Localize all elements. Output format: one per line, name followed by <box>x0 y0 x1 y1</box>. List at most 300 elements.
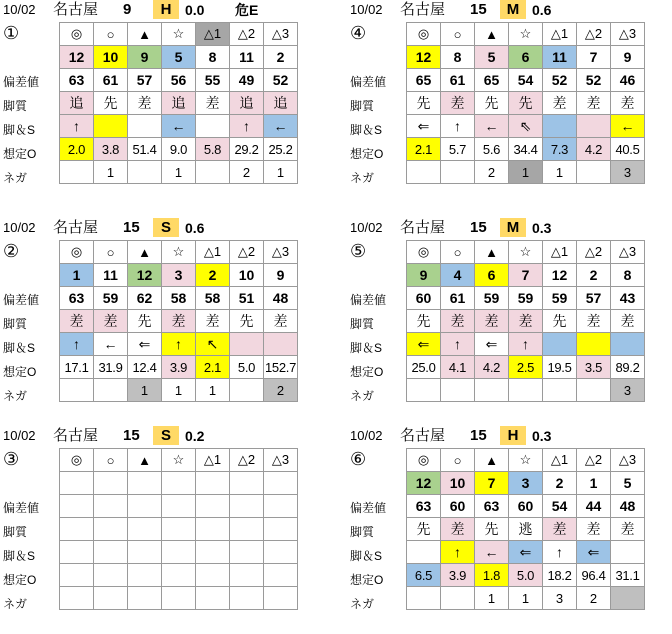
deviation-cell: 51 <box>230 287 264 310</box>
row-label <box>350 264 406 288</box>
expected-odds-cell: 5.0 <box>509 564 543 587</box>
horse-number-cell: 12 <box>128 264 162 287</box>
track-condition-badge: S <box>153 218 179 237</box>
running-style-cell: 差 <box>162 310 196 333</box>
grid-row <box>407 587 645 610</box>
expected-odds-cell: 31.1 <box>611 564 645 587</box>
row-label: 想定O <box>3 573 37 587</box>
deviation-cell: 52 <box>577 69 611 92</box>
mark-cell: ☆ <box>509 23 543 46</box>
deviation-cell: 59 <box>475 287 509 310</box>
running-style-cell: 先 <box>475 92 509 115</box>
mark-cell: ▲ <box>475 23 509 46</box>
negative-cell <box>60 379 94 402</box>
leg-speed-cell <box>162 541 196 564</box>
negative-cell: 2 <box>230 161 264 184</box>
mark-cell: △2 <box>230 241 264 264</box>
running-style-cell: 先 <box>94 92 128 115</box>
leg-speed-cell <box>611 541 645 564</box>
mark-cell: △2 <box>577 23 611 46</box>
row-label <box>3 264 59 288</box>
horse-number-cell: 7 <box>509 264 543 287</box>
row-label: 脚質 <box>3 317 28 331</box>
mark-cell: △1 <box>543 23 577 46</box>
grid-row <box>407 356 645 379</box>
deviation-cell: 65 <box>407 69 441 92</box>
leg-speed-cell: ↑ <box>543 541 577 564</box>
horse-number-cell: 2 <box>196 264 230 287</box>
row-label: 偏差値 <box>3 75 40 89</box>
deviation-cell: 57 <box>577 287 611 310</box>
race-index: ② <box>3 241 20 261</box>
leg-speed-cell: ↑ <box>441 541 475 564</box>
race-date: 10/02 <box>350 2 383 17</box>
row-label: 脚＆S <box>3 123 36 137</box>
mark-cell: ▲ <box>128 23 162 46</box>
deviation-cell: 52 <box>264 69 298 92</box>
grid-row <box>407 564 645 587</box>
horse-number-cell: 9 <box>611 46 645 69</box>
running-style-cell: 差 <box>196 92 230 115</box>
race-date: 10/02 <box>3 220 36 235</box>
leg-speed-cell: ← <box>475 115 509 138</box>
grid-row <box>407 92 645 115</box>
race-index: ⑥ <box>350 449 367 469</box>
grid-row <box>60 46 298 69</box>
mark-cell: △3 <box>611 449 645 472</box>
negative-cell: 1 <box>543 161 577 184</box>
grid-row <box>407 161 645 184</box>
mark-cell: △2 <box>577 449 611 472</box>
leg-speed-cell: ⇐ <box>509 541 543 564</box>
expected-odds-cell <box>128 564 162 587</box>
row-label <box>350 472 406 496</box>
expected-odds-cell: 2.1 <box>407 138 441 161</box>
expected-odds-cell: 2.5 <box>509 356 543 379</box>
deviation-cell: 58 <box>196 287 230 310</box>
running-style-cell: 追 <box>60 92 94 115</box>
row-label: 脚＆S <box>350 549 383 563</box>
horse-number-cell <box>230 472 264 495</box>
leg-speed-cell: ⇖ <box>509 115 543 138</box>
expected-odds-cell: 3.5 <box>577 356 611 379</box>
prediction-grid <box>59 240 298 402</box>
row-label: ネガ <box>3 389 28 403</box>
horse-number-cell: 8 <box>441 46 475 69</box>
running-style-cell: 先 <box>407 310 441 333</box>
grid-row <box>60 138 298 161</box>
negative-cell: 1 <box>264 161 298 184</box>
grid-row <box>407 379 645 402</box>
leg-speed-cell: ⇐ <box>475 333 509 356</box>
track-value: 0.3 <box>532 220 552 236</box>
grid-row <box>60 287 298 310</box>
mark-cell: ☆ <box>162 241 196 264</box>
row-label: 偏差値 <box>350 501 387 515</box>
track-condition-badge: H <box>153 0 179 19</box>
running-style-cell: 先 <box>407 92 441 115</box>
grid-row <box>60 379 298 402</box>
leg-speed-cell <box>577 333 611 356</box>
mark-cell: △1 <box>196 23 230 46</box>
mark-cell: △1 <box>543 449 577 472</box>
leg-speed-cell: ↖ <box>196 333 230 356</box>
row-label: 脚＆S <box>3 341 36 355</box>
leg-speed-cell: ← <box>611 115 645 138</box>
row-label: 偏差値 <box>350 293 387 307</box>
expected-odds-cell: 17.1 <box>60 356 94 379</box>
expected-odds-cell: 18.2 <box>543 564 577 587</box>
race-header <box>350 218 670 238</box>
track-value: 0.2 <box>185 428 205 444</box>
race-header <box>3 0 323 20</box>
leg-speed-cell: ↑ <box>441 333 475 356</box>
negative-cell <box>230 379 264 402</box>
track-value: 0.6 <box>532 2 552 18</box>
horse-number-cell: 1 <box>577 472 611 495</box>
grid-row <box>60 495 298 518</box>
deviation-cell: 59 <box>94 287 128 310</box>
expected-odds-cell: 5.8 <box>196 138 230 161</box>
negative-cell: 1 <box>509 161 543 184</box>
leg-speed-cell <box>230 333 264 356</box>
race-card <box>350 218 670 423</box>
leg-speed-cell <box>611 333 645 356</box>
mark-cell: ○ <box>94 449 128 472</box>
leg-speed-cell <box>264 333 298 356</box>
row-label: 想定O <box>350 147 384 161</box>
row-label: 脚質 <box>350 99 375 113</box>
prediction-grid <box>406 22 645 184</box>
horse-number-cell <box>128 472 162 495</box>
mark-cell: △3 <box>264 449 298 472</box>
negative-cell <box>543 379 577 402</box>
mark-cell: △2 <box>577 241 611 264</box>
running-style-cell: 差 <box>611 310 645 333</box>
running-style-cell: 差 <box>60 310 94 333</box>
running-style-cell: 追 <box>162 92 196 115</box>
race-header <box>3 218 323 238</box>
race-header <box>350 0 670 20</box>
running-style-cell: 差 <box>611 518 645 541</box>
horse-number-cell: 7 <box>577 46 611 69</box>
horse-number-cell: 11 <box>543 46 577 69</box>
negative-cell <box>577 161 611 184</box>
deviation-cell: 59 <box>543 287 577 310</box>
race-field-size: 15 <box>470 219 487 236</box>
horse-number-cell: 5 <box>611 472 645 495</box>
expected-odds-cell <box>162 564 196 587</box>
running-style-cell: 差 <box>441 92 475 115</box>
race-field-size: 15 <box>123 427 140 444</box>
race-field-size: 9 <box>123 1 132 18</box>
mark-cell: △2 <box>230 23 264 46</box>
expected-odds-cell: 5.6 <box>475 138 509 161</box>
expected-odds-cell: 29.2 <box>230 138 264 161</box>
leg-speed-cell: ↑ <box>60 333 94 356</box>
deviation-cell: 55 <box>196 69 230 92</box>
negative-cell <box>577 379 611 402</box>
grid-row <box>407 518 645 541</box>
horse-number-cell: 6 <box>509 46 543 69</box>
track-value: 0.0 <box>185 2 205 18</box>
row-label: 想定O <box>350 573 384 587</box>
race-date: 10/02 <box>350 220 383 235</box>
grid-row <box>407 541 645 564</box>
negative-cell <box>407 379 441 402</box>
horse-number-cell: 11 <box>94 264 128 287</box>
running-style-cell: 差 <box>441 310 475 333</box>
grid-row <box>60 541 298 564</box>
running-style-cell <box>60 518 94 541</box>
expected-odds-cell: 19.5 <box>543 356 577 379</box>
negative-cell <box>407 161 441 184</box>
grid-row <box>407 69 645 92</box>
negative-cell <box>441 161 475 184</box>
expected-odds-cell: 4.2 <box>577 138 611 161</box>
deviation-cell <box>162 495 196 518</box>
deviation-cell: 62 <box>128 287 162 310</box>
leg-speed-cell: ⇐ <box>407 115 441 138</box>
row-label: 偏差値 <box>3 293 40 307</box>
race-card <box>3 426 323 631</box>
leg-speed-cell <box>543 115 577 138</box>
horse-number-cell: 8 <box>196 46 230 69</box>
horse-number-cell: 1 <box>60 264 94 287</box>
expected-odds-cell: 34.4 <box>509 138 543 161</box>
grid-row <box>407 138 645 161</box>
grid-row <box>60 241 298 264</box>
deviation-cell: 49 <box>230 69 264 92</box>
expected-odds-cell <box>60 564 94 587</box>
running-style-cell: 差 <box>577 518 611 541</box>
mark-cell: ○ <box>441 23 475 46</box>
expected-odds-cell: 7.3 <box>543 138 577 161</box>
deviation-cell: 52 <box>543 69 577 92</box>
running-style-cell: 追 <box>264 92 298 115</box>
expected-odds-cell: 4.2 <box>475 356 509 379</box>
deviation-cell: 60 <box>407 287 441 310</box>
horse-number-cell: 12 <box>60 46 94 69</box>
race-venue: 名古屋 <box>400 219 446 236</box>
track-condition-badge: S <box>153 426 179 445</box>
grid-row <box>60 92 298 115</box>
running-style-cell: 差 <box>441 518 475 541</box>
negative-cell: 1 <box>128 379 162 402</box>
row-label: 想定O <box>3 147 37 161</box>
mark-cell: ▲ <box>475 449 509 472</box>
mark-cell: ○ <box>94 241 128 264</box>
grid-row <box>407 472 645 495</box>
running-style-cell: 差 <box>196 310 230 333</box>
mark-cell: ◎ <box>60 23 94 46</box>
grid-row <box>60 69 298 92</box>
negative-cell: 1 <box>509 587 543 610</box>
leg-speed-cell: ← <box>264 115 298 138</box>
row-label: 偏差値 <box>350 75 387 89</box>
negative-cell: 1 <box>94 161 128 184</box>
negative-cell <box>128 587 162 610</box>
negative-cell <box>441 587 475 610</box>
deviation-cell <box>196 495 230 518</box>
running-style-cell: 差 <box>577 310 611 333</box>
grid-row <box>60 564 298 587</box>
deviation-cell <box>264 495 298 518</box>
negative-cell: 2 <box>475 161 509 184</box>
expected-odds-cell: 5.7 <box>441 138 475 161</box>
negative-cell <box>230 587 264 610</box>
mark-cell: ▲ <box>128 241 162 264</box>
horse-number-cell <box>264 472 298 495</box>
grid-row <box>60 587 298 610</box>
mark-cell: ▲ <box>128 449 162 472</box>
expected-odds-cell: 9.0 <box>162 138 196 161</box>
expected-odds-cell: 3.8 <box>94 138 128 161</box>
mark-cell: △3 <box>611 23 645 46</box>
expected-odds-cell <box>196 564 230 587</box>
mark-cell: ◎ <box>407 23 441 46</box>
horse-number-cell: 10 <box>441 472 475 495</box>
track-condition-badge: M <box>500 218 526 237</box>
running-style-cell: 差 <box>509 310 543 333</box>
deviation-cell: 46 <box>611 69 645 92</box>
expected-odds-cell: 89.2 <box>611 356 645 379</box>
mark-cell: ☆ <box>509 449 543 472</box>
leg-speed-cell <box>94 541 128 564</box>
race-header <box>350 426 670 446</box>
mark-cell: ☆ <box>162 23 196 46</box>
deviation-cell: 63 <box>60 69 94 92</box>
deviation-cell <box>60 495 94 518</box>
grid-row <box>407 449 645 472</box>
deviation-cell: 54 <box>509 69 543 92</box>
running-style-cell: 追 <box>230 92 264 115</box>
prediction-grid <box>406 448 645 610</box>
row-label: 脚質 <box>3 99 28 113</box>
horse-number-cell: 9 <box>264 264 298 287</box>
expected-odds-cell: 6.5 <box>407 564 441 587</box>
running-style-cell <box>264 518 298 541</box>
race-card <box>350 0 670 205</box>
expected-odds-cell: 12.4 <box>128 356 162 379</box>
deviation-cell: 60 <box>509 495 543 518</box>
horse-number-cell: 12 <box>407 46 441 69</box>
expected-odds-cell: 51.4 <box>128 138 162 161</box>
row-label: 想定O <box>3 365 37 379</box>
race-date: 10/02 <box>3 2 36 17</box>
mark-cell: △3 <box>264 23 298 46</box>
leg-speed-cell <box>543 333 577 356</box>
expected-odds-cell: 40.5 <box>611 138 645 161</box>
deviation-cell: 43 <box>611 287 645 310</box>
running-style-cell: 差 <box>264 310 298 333</box>
race-venue: 名古屋 <box>400 427 446 444</box>
race-field-size: 15 <box>123 219 140 236</box>
running-style-cell: 差 <box>475 310 509 333</box>
row-label: 脚質 <box>350 525 375 539</box>
race-venue: 名古屋 <box>53 1 99 18</box>
horse-number-cell: 3 <box>509 472 543 495</box>
grid-row <box>407 495 645 518</box>
grid-row <box>407 241 645 264</box>
row-label: 脚質 <box>3 525 28 539</box>
race-index: ① <box>3 23 20 43</box>
race-index: ⑤ <box>350 241 367 261</box>
horse-number-cell: 10 <box>230 264 264 287</box>
track-value: 0.6 <box>185 220 205 236</box>
deviation-cell: 61 <box>94 69 128 92</box>
row-label: 脚＆S <box>3 549 36 563</box>
horse-number-cell: 2 <box>543 472 577 495</box>
deviation-cell: 63 <box>407 495 441 518</box>
risk-label: 危E <box>235 2 259 18</box>
deviation-cell: 59 <box>509 287 543 310</box>
horse-number-cell: 5 <box>162 46 196 69</box>
deviation-cell <box>128 495 162 518</box>
negative-cell: 3 <box>611 379 645 402</box>
horse-number-cell: 6 <box>475 264 509 287</box>
expected-odds-cell: 2.1 <box>196 356 230 379</box>
grid-row <box>60 161 298 184</box>
grid-row <box>60 472 298 495</box>
row-label <box>350 46 406 70</box>
race-venue: 名古屋 <box>53 427 99 444</box>
horse-number-cell: 4 <box>441 264 475 287</box>
expected-odds-cell: 4.1 <box>441 356 475 379</box>
mark-cell: ◎ <box>60 449 94 472</box>
race-card <box>350 426 670 631</box>
running-style-cell: 先 <box>509 92 543 115</box>
grid-row <box>60 23 298 46</box>
leg-speed-cell: ⇐ <box>407 333 441 356</box>
leg-speed-cell <box>264 541 298 564</box>
running-style-cell: 逃 <box>509 518 543 541</box>
negative-cell <box>94 587 128 610</box>
grid-row <box>407 264 645 287</box>
horse-number-cell <box>60 472 94 495</box>
horse-number-cell <box>196 472 230 495</box>
grid-row <box>60 264 298 287</box>
mark-cell: ◎ <box>407 449 441 472</box>
deviation-cell: 65 <box>475 69 509 92</box>
mark-cell: △1 <box>543 241 577 264</box>
mark-cell: ◎ <box>60 241 94 264</box>
expected-odds-cell: 3.9 <box>441 564 475 587</box>
row-label: 脚＆S <box>350 341 383 355</box>
prediction-grid <box>406 240 645 402</box>
mark-cell: ○ <box>441 241 475 264</box>
negative-cell <box>509 379 543 402</box>
horse-number-cell: 12 <box>407 472 441 495</box>
prediction-grid <box>59 22 298 184</box>
grid-row <box>407 310 645 333</box>
grid-row <box>60 518 298 541</box>
race-card <box>3 0 323 205</box>
leg-speed-cell <box>407 541 441 564</box>
horse-number-cell: 12 <box>543 264 577 287</box>
leg-speed-cell: ↑ <box>509 333 543 356</box>
prediction-grid <box>59 448 298 610</box>
mark-cell: △1 <box>196 241 230 264</box>
horse-number-cell: 11 <box>230 46 264 69</box>
negative-cell <box>60 161 94 184</box>
row-label: ネガ <box>350 389 375 403</box>
leg-speed-cell: ← <box>475 541 509 564</box>
deviation-cell: 61 <box>441 287 475 310</box>
leg-speed-cell: ↑ <box>162 333 196 356</box>
horse-number-cell: 5 <box>475 46 509 69</box>
deviation-cell: 54 <box>543 495 577 518</box>
